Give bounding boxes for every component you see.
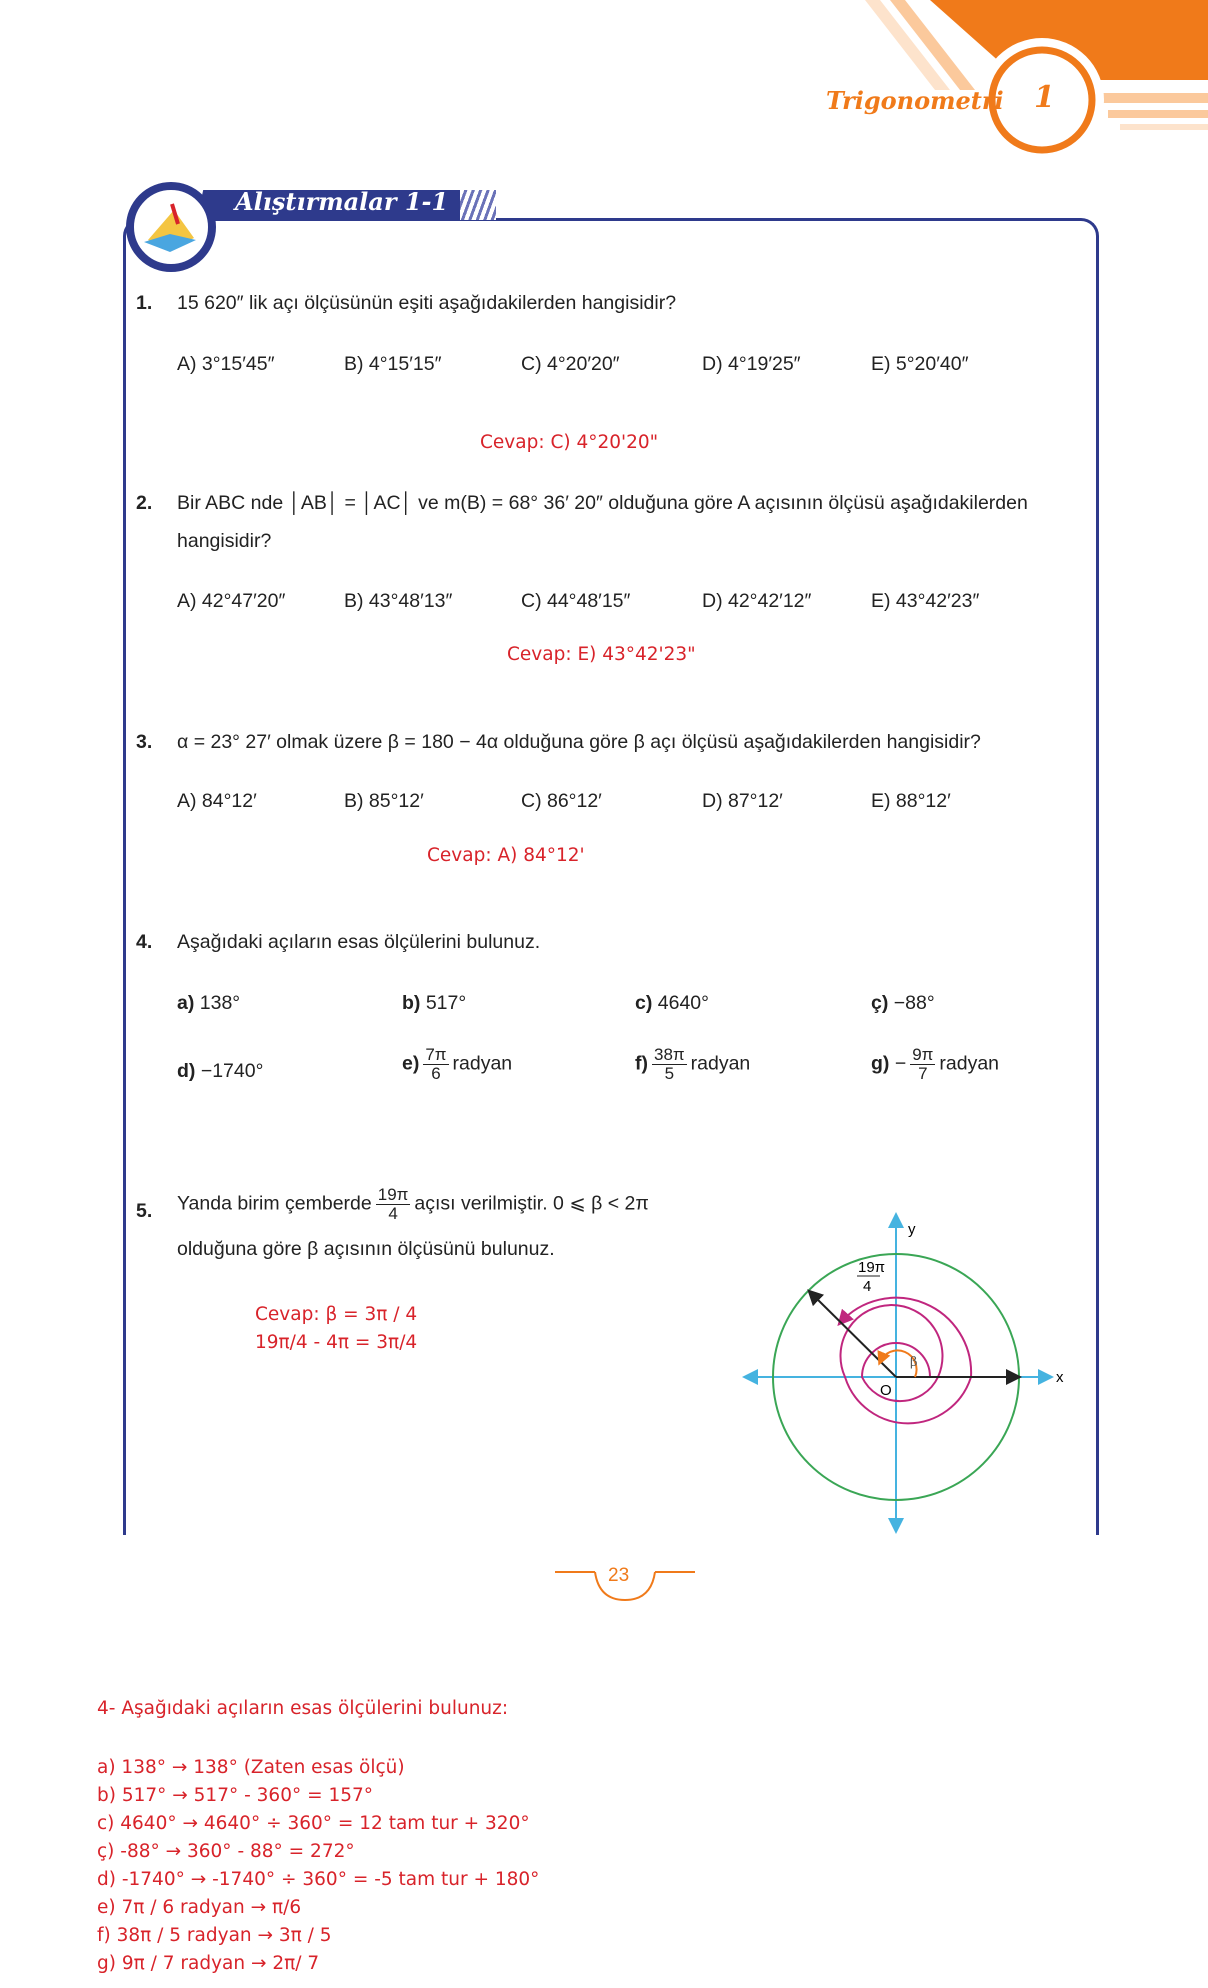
solution-line: f) 38π / 5 radyan → 3π / 5: [97, 1925, 332, 1946]
angle-denominator: 4: [863, 1278, 872, 1295]
fraction: $\frac{9\pi}{7}$: [912, 1045, 934, 1083]
q4-item-g: g) − $\frac{9\pi}{7}$ radyan: [871, 1045, 1000, 1083]
q1-option-c: C) 4°20′20″: [521, 353, 620, 375]
q4-item-b: b) 517°: [402, 992, 467, 1014]
q4-item-e: e) $\frac{7\pi}{6}$ radyan: [402, 1045, 513, 1083]
solution-title: 4- Aşağıdaki açıların esas ölçülerini bulunuz:: [97, 1698, 509, 1719]
q2-option-d: D) 42°42′12″: [702, 590, 812, 612]
q5-answer-1: Cevap: β = 3π / 4: [255, 1304, 418, 1325]
q1-option-b: B) 4°15′15″: [344, 353, 442, 375]
q2-option-a: A) 42°47′20″: [177, 590, 286, 612]
q2-option-e: E) 43°42′23″: [871, 590, 980, 612]
q5-number: 5.: [136, 1200, 153, 1222]
q4-item-cc: ç) −88°: [871, 992, 935, 1014]
banner-stripes: [460, 190, 496, 220]
q1-option-e: E) 5°20′40″: [871, 353, 969, 375]
q4-text: Aşağıdaki açıların esas ölçülerini bulunuz.: [177, 931, 541, 953]
section-title: Alıştırmalar 1-1: [235, 187, 449, 216]
q2-line2: hangisidir?: [177, 530, 272, 552]
q1-answer: Cevap: C) 4°20'20": [480, 432, 659, 453]
angle-numerator: 19π: [858, 1259, 886, 1276]
q2-option-c: C) 44°48′15″: [521, 590, 631, 612]
fraction: $\frac{19\pi}{4}$: [377, 1185, 409, 1223]
fraction: $\frac{7\pi}{6}$: [425, 1045, 447, 1083]
q5-answer-2: 19π/4 - 4π = 3π/4: [255, 1332, 418, 1353]
y-label: y: [908, 1221, 916, 1238]
q3-option-b: B) 85°12′: [344, 790, 424, 812]
q3-number: 3.: [136, 731, 153, 753]
q1-text: 15 620″ lik açı ölçüsünün eşiti aşağıdakilerden hangisidir?: [177, 292, 677, 314]
solution-line: b) 517° → 517° - 360° = 157°: [97, 1785, 374, 1806]
angle-spiral: [840, 1298, 971, 1424]
q1-number: 1.: [136, 292, 153, 314]
fraction: $\frac{38\pi}{5}$: [654, 1045, 685, 1083]
q5-line2: olduğuna göre β açısının ölçüsünü bulunuz.: [177, 1238, 555, 1260]
q3-option-c: C) 86°12′: [521, 790, 602, 812]
solution-line: g) 9π / 7 radyan → 2π/ 7: [97, 1953, 320, 1974]
header-decoration: [0, 0, 1208, 170]
q4-number: 4.: [136, 931, 153, 953]
q2-answer: Cevap: E) 43°42'23": [507, 644, 696, 665]
solution-line: a) 138° → 138° (Zaten esas ölçü): [97, 1757, 405, 1778]
q3-option-e: E) 88°12′: [871, 790, 951, 812]
chapter-title: Trigonometri: [826, 86, 1004, 115]
q2-number: 2.: [136, 492, 153, 514]
solution-lines: [97, 1754, 539, 1978]
solution-line: d) -1740° → -1740° ÷ 360° = -5 tam tur + 180°: [97, 1869, 540, 1890]
q1-option-d: D) 4°19′25″: [702, 353, 801, 375]
solution-line: c) 4640° → 4640° ÷ 360° = 12 tam tur + 320°: [97, 1813, 530, 1834]
unit-circle-diagram: [730, 1200, 1070, 1540]
exercise-logo-icon: [126, 182, 216, 272]
chapter-number: 1: [1034, 80, 1055, 115]
x-label: x: [1056, 1369, 1064, 1386]
q3-option-a: A) 84°12′: [177, 790, 257, 812]
q4-item-a: a) 138°: [177, 992, 241, 1014]
solution-line: ç) -88° → 360° - 88° = 272°: [97, 1841, 355, 1862]
q3-text: α = 23° 27′ olmak üzere β = 180 − 4α olduğuna göre β açı ölçüsü aşağıdakilerden hangisidir?: [177, 731, 981, 753]
q4-item-c: c) 4640°: [635, 992, 709, 1014]
solution-line: e) 7π / 6 radyan → π/6: [97, 1897, 302, 1918]
q2-line1: Bir ABC nde │AB│ = │AC│ ve m(B) = 68° 36′ 20″ olduğuna göre A açısının ölçüsü aşağıdakilerden: [177, 492, 1028, 514]
q4-item-d: d) −1740°: [177, 1060, 264, 1082]
q3-answer: Cevap: A) 84°12': [427, 845, 585, 866]
page-number: 23: [608, 1565, 630, 1586]
origin-label: O: [880, 1382, 892, 1399]
q1-option-a: A) 3°15′45″: [177, 353, 275, 375]
beta-label: β: [910, 1355, 918, 1370]
q4-item-f: f) $\frac{38\pi}{5}$ radyan: [635, 1045, 751, 1083]
q3-option-d: D) 87°12′: [702, 790, 783, 812]
q2-option-b: B) 43°48′13″: [344, 590, 453, 612]
q5-line1: Yanda birim çemberde $\frac{19\pi}{4}$ açısı verilmiştir. 0 ⩽ β < 2π: [177, 1185, 649, 1223]
